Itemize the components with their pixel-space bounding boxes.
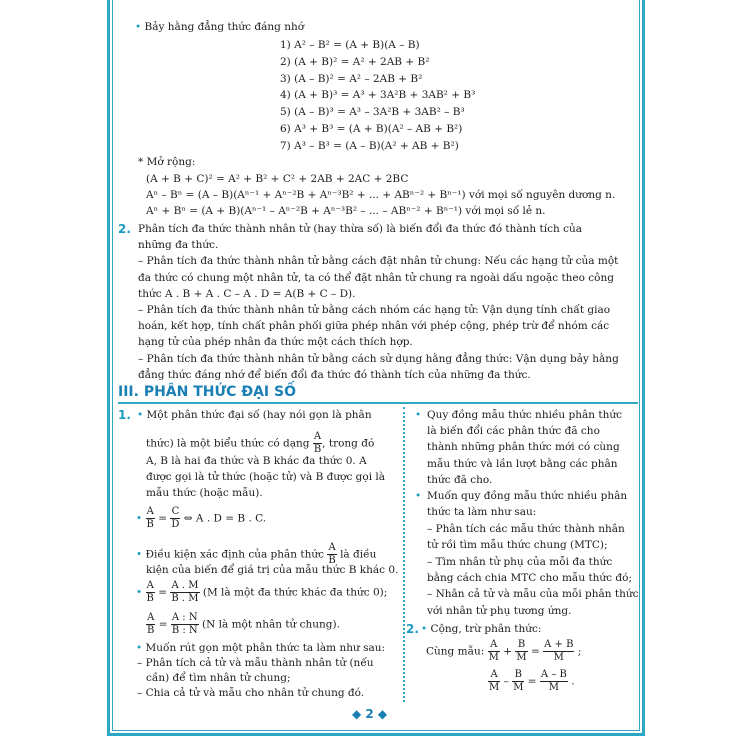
section-2-line-8: hạng tử của phép nhân đa thức một cách thích hợp. xyxy=(138,336,413,349)
part-1-number: 1. xyxy=(118,408,131,422)
identity-line-3: 3) (A – B)² = A² – 2AB + B² xyxy=(280,72,423,85)
multiply-rule: • $\frac{A}{B}$ = $\frac{A . M}{B . M}$ (M là một đa thức khác đa thức 0); xyxy=(136,580,388,604)
part-2-number: 2. xyxy=(406,622,419,636)
common-denom-line-2: là biến đổi các phân thức đã cho xyxy=(427,425,600,438)
common-denom-line-4: mẫu thức và lần lượt bằng các phân xyxy=(427,457,618,470)
section-2-line-3: – Phân tích đa thức thành nhân tử bằng cách đặt nhân tử chung: Nếu các hạng tử của một xyxy=(138,255,619,268)
common-denom-line-5: thức đã cho. xyxy=(427,473,493,486)
section-2-line-1: Phân tích đa thức thành nhân tử (hay thừa số) là biến đổi đa thức đó thành tích của xyxy=(138,223,582,235)
common-denom-step-8: với nhân tử phụ tương ứng. xyxy=(427,604,572,617)
common-denom-step-5: – Tìm nhân tử phụ của mỗi đa thức xyxy=(427,555,613,568)
extension-label: * Mở rộng: xyxy=(138,156,196,168)
equality-rule: • $\frac{A}{B}$ = $\frac{C}{D}$ ⇔ A . D = B . C. xyxy=(136,506,267,530)
section-2-line-6: – Phân tích đa thức thành nhân tử bằng cách nhóm các hạng tử: Vận dụng tính chất giao xyxy=(138,304,611,316)
column-divider xyxy=(403,407,405,702)
reduce-intro: • Muốn rút gọn một phân thức ta làm như sau: xyxy=(136,642,386,654)
common-denom-step-3: – Phân tích các mẫu thức thành nhân xyxy=(427,522,625,535)
page-number: ◆ 2 ◆ xyxy=(352,707,388,721)
same-denom-sub: $\frac{A}{M}$ – $\frac{B}{M}$ = $\frac{A - B}{M}$ . xyxy=(489,669,575,693)
reduce-step-2: – Chia cả tử và mẫu cho nhân tử chung đó. xyxy=(137,687,365,699)
common-denom-line-1: Quy đồng mẫu thức nhiều phân thức xyxy=(427,409,622,421)
common-denom-step-6: bằng cách chia MTC cho mẫu thức đó; xyxy=(427,572,632,584)
divide-rule: $\frac{A}{B}$ = $\frac{A : N}{B : N}$ (N là một nhân tử chung). xyxy=(147,612,340,636)
common-denom-line-3: thành những phân thức mới có cùng xyxy=(427,441,620,454)
common-denom-step-4: tử rồi tìm mẫu thức chung (MTC); xyxy=(427,539,608,552)
common-denom-step-1: Muốn quy đồng mẫu thức nhiều phân xyxy=(427,490,628,502)
def-line-2: thức) là một biểu thức có dạng $\frac{A}{B}$ , trong đó xyxy=(146,431,375,455)
section-2-number: 2. xyxy=(118,222,131,236)
common-denom-step-2: thức ta làm như sau: xyxy=(427,506,537,519)
reduce-step-1b: cần) để tìm nhân tử chung; xyxy=(146,672,291,684)
heading-rule xyxy=(118,402,638,404)
def-line-4: được gọi là tử thức (hoặc tử) và B được gọi là xyxy=(146,471,386,483)
section-2-line-10: đẳng thức đáng nhớ để biến đổi đa thức đó thành tích của những đa thức. xyxy=(138,368,531,381)
def-line-3: A, B là hai đa thức và B khác đa thức 0. A xyxy=(146,455,367,467)
reduce-step-1a: – Phân tích cả tử và mẫu thành nhân tử (nếu xyxy=(137,657,374,669)
condition-line-1: • Điều kiện xác định của phân thức $\frac{A}{B}$ là điều xyxy=(136,542,377,566)
section-2-line-9: – Phân tích đa thức thành nhân tử bằng cách sử dụng hằng đẳng thức: Vận dụng bảy hằng xyxy=(138,352,619,365)
section-2-line-2: những đa thức. xyxy=(138,239,219,252)
common-denom-step-7: – Nhân cả tử và mẫu của mỗi phân thức xyxy=(427,588,639,601)
identity-line-1: 1) A² – B² = (A + B)(A – B) xyxy=(280,39,420,51)
section-heading: III. PHÂN THỨC ĐẠI SỐ xyxy=(118,384,296,400)
same-denom-add: Cùng mẫu: $\frac{A}{M}$ + $\frac{B}{M}$ = $\frac{A + B}{M}$ ; xyxy=(426,639,582,663)
identity-line-2: 2) (A + B)² = A² + 2AB + B² xyxy=(280,55,430,68)
identity-line-6: 6) A³ + B³ = (A + B)(A² – AB + B²) xyxy=(280,123,463,135)
def-line-5: mẫu thức (hoặc mẫu). xyxy=(146,487,263,499)
condition-line-2: kiện của biến để giá trị của mẫu thức B khác 0. xyxy=(146,564,399,576)
section-2-line-7: hoán, kết hợp, tính chất phân phối giữa phép nhân với phép cộng, phép trừ để nhóm các xyxy=(138,320,610,333)
add-sub-title: • Cộng, trừ phân thức: xyxy=(421,623,542,635)
common-denom-bullet: • xyxy=(415,409,422,421)
section-2-line-5: thức A . B + A . C – A . D = A(B + C – D). xyxy=(138,287,356,300)
extension-line-2: Aⁿ – Bⁿ = (A – B)(Aⁿ⁻¹ + Aⁿ⁻²B + Aⁿ⁻³B² + ... + ABⁿ⁻² + Bⁿ⁻¹) với mọi số nguyên dương n. xyxy=(146,189,616,201)
section-2-line-4: đa thức có chung một nhân tử, ta có thể đặt nhân tử chung ra ngoài dấu ngoặc theo công xyxy=(138,271,614,284)
fraction-a-b: $\frac{A}{B}$ xyxy=(313,431,322,455)
def-line-1: • Một phân thức đại số (hay nói gọn là phân xyxy=(137,409,372,421)
identity-line-7: 7) A³ – B³ = (A – B)(A² + AB + B²) xyxy=(280,139,459,152)
identity-line-5: 5) (A – B)³ = A³ – 3A²B + 3AB² – B³ xyxy=(280,106,465,119)
extension-line-3: Aⁿ + Bⁿ = (A + B)(Aⁿ⁻¹ – Aⁿ⁻²B + Aⁿ⁻³B² – ... – ABⁿ⁻² + Bⁿ⁻¹) với mọi số lẻ n. xyxy=(146,205,546,217)
identity-line-4: 4) (A + B)³ = A³ + 3A²B + 3AB² + B³ xyxy=(280,89,476,102)
intro-line: • Bảy hằng đẳng thức đáng nhớ xyxy=(135,21,305,33)
common-denom-steps-bullet: • xyxy=(415,490,422,502)
extension-line-1: (A + B + C)² = A² + B² + C² + 2AB + 2AC + 2BC xyxy=(146,173,409,185)
